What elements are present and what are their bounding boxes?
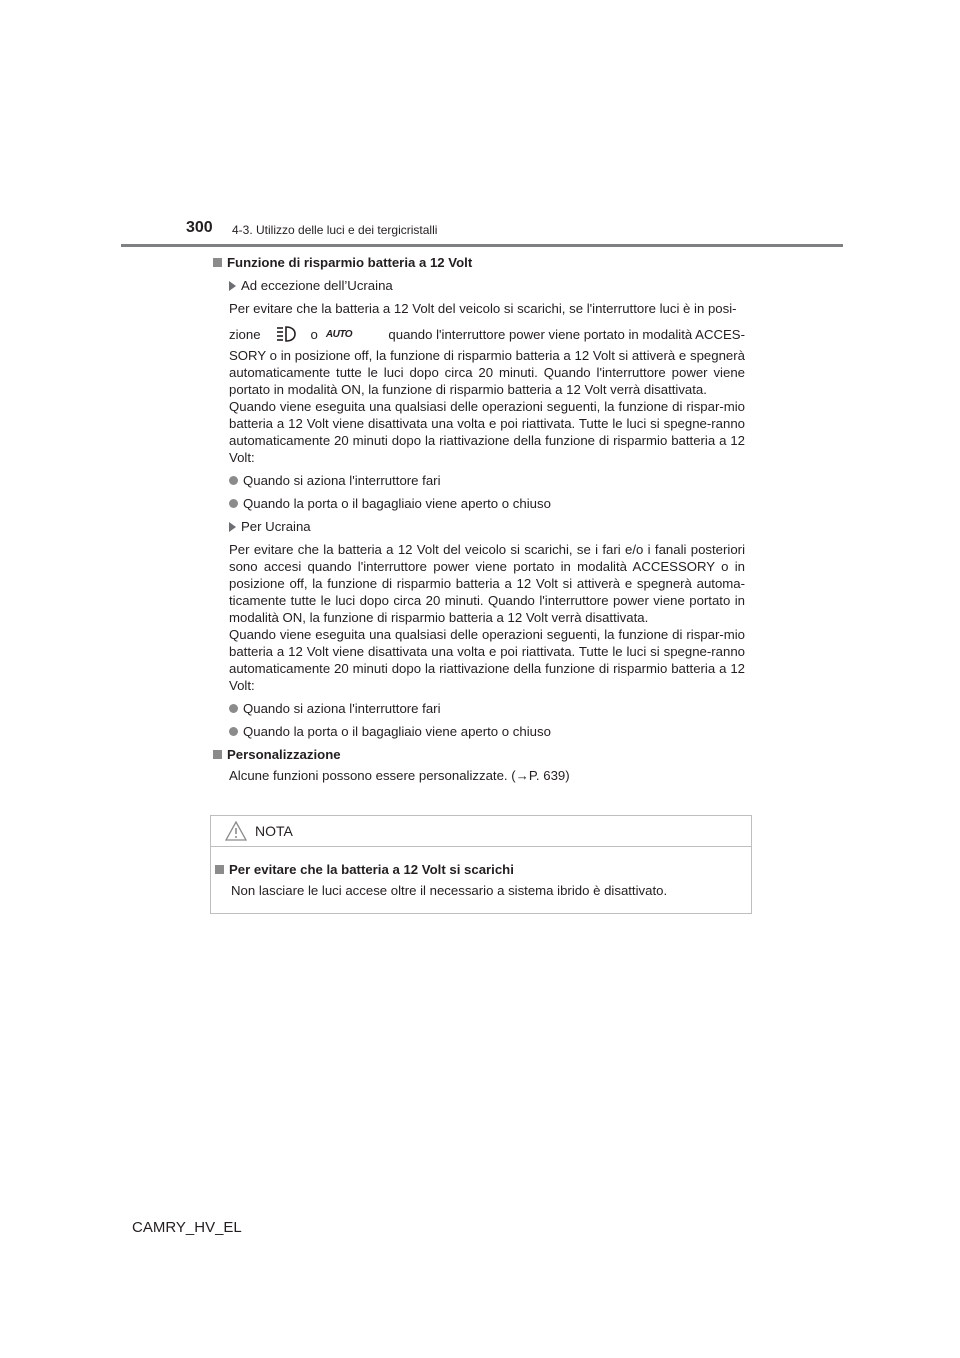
page-reference-link[interactable]: P. 639) — [528, 768, 570, 783]
triangle-arrow-icon — [229, 281, 236, 291]
auto-icon: AUTO — [325, 328, 353, 340]
circle-bullet-icon — [229, 704, 238, 713]
model-code: CAMRY_HV_EL — [132, 1219, 242, 1236]
notice-label: NOTA — [255, 823, 293, 839]
list-item: Quando la porta o il bagagliaio viene aperto o chiuso — [213, 495, 745, 512]
notice-heading: Per evitare che la batteria a 12 Volt si scarichi — [215, 861, 751, 878]
warning-triangle-icon — [225, 821, 247, 841]
subheading-except-ukraine: Ad eccezione dell’Ucraina — [213, 277, 745, 294]
list-item: Quando si aziona l'interruttore fari — [213, 700, 745, 717]
circle-bullet-icon — [229, 499, 238, 508]
circle-bullet-icon — [229, 727, 238, 736]
arrow-right-icon: → — [515, 768, 529, 783]
list-item: Quando si aziona l'interruttore fari — [213, 472, 745, 489]
subheading-ukraine: Per Ucraina — [213, 518, 745, 535]
page-number: 300 — [186, 219, 213, 236]
headlight-icon — [275, 325, 297, 343]
square-bullet-icon — [215, 865, 224, 874]
square-bullet-icon — [213, 750, 222, 759]
section-title: 4-3. Utilizzo delle luci e dei tergicristalli — [232, 223, 438, 237]
paragraph-3: Per evitare che la batteria a 12 Volt del veicolo si scarichi, se i fari e/o i fanali posteriori sono accesi quando l'interruttore power viene portato in modalità ACCESSORY o in posizione off, la funzione di risparmio batteria a 12 Volt si attiverà e spegnerà automa-ticamente tutte le luci dopo circa 20 minuti. Quando l'interruttore power viene portato in modalità ON, la funzione di risparmio batteria a 12 Volt verrà disattivata. Quando viene eseguita una qualsiasi delle operazioni seguenti, la funzione di rispar-mio batteria a 12 Volt viene disattivata una volta e poi riattivata. Tutte le luci si spegne-ranno automaticamente 20 minuti dopo la riattivazione della funzione di risparmio batteria a 12 Volt: — [229, 542, 745, 693]
paragraph-1: Per evitare che la batteria a 12 Volt del veicolo si scarichi, se l'interruttore luci è in posi- zione o AUTO quando l'interruttore power viene portato in modalità ACCES- SORY o in posizione off, la funzione di risparmio batteria a 12 Volt si attiverà e spegnerà automaticamente tutte le luci dopo circa 20 minuti. Quando l'interruttore power viene portato in modalità ON, la funzione di risparmio batteria a 12 Volt verrà disattivata. Quando viene eseguita una qualsiasi delle operazioni seguenti, la funzione di rispar-mio batteria a 12 Volt viene disattivata una volta e poi riattivata. Tutte le luci si spegne-ranno automaticamente 20 minuti dopo la riattivazione della funzione di risparmio batteria a 12 Volt: — [229, 301, 745, 465]
notice-text: Non lasciare le luci accese oltre il necessario a sistema ibrido è disattivato. — [231, 883, 668, 898]
square-bullet-icon — [213, 258, 222, 267]
triangle-arrow-icon — [229, 522, 236, 532]
main-content — [213, 252, 745, 784]
circle-bullet-icon — [229, 476, 238, 485]
notice-box — [210, 815, 752, 914]
notice-header — [211, 816, 751, 847]
list-item: Quando la porta o il bagagliaio viene aperto o chiuso — [213, 723, 745, 740]
section-heading-customization: Personalizzazione — [213, 746, 745, 763]
section-heading-battery-saver: Funzione di risparmio batteria a 12 Volt — [213, 254, 745, 271]
header-divider — [121, 244, 843, 247]
customization-text: Alcune funzioni possono essere personalizzate. (→P. 639) — [229, 768, 570, 783]
